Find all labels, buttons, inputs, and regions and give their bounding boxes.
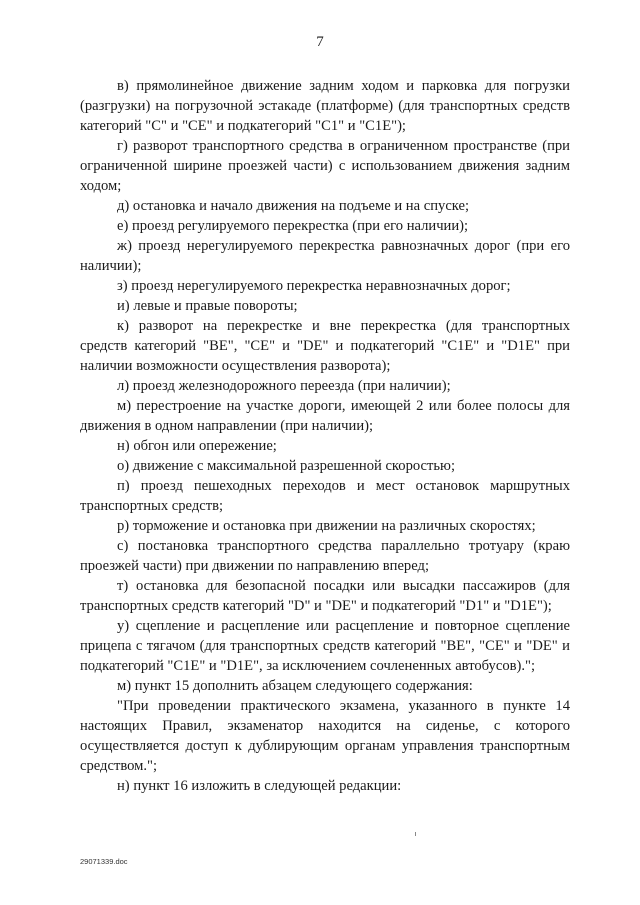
- paragraph-n: н) обгон или опережение;: [117, 438, 277, 454]
- page-number: 7: [316, 34, 324, 50]
- paragraph-amend-m: м) пункт 15 дополнить абзацем следующего содержания:: [117, 678, 473, 694]
- paragraph-e: е) проезд регулируемого перекрестка (при его наличии);: [117, 218, 469, 234]
- document-body: [80, 76, 570, 796]
- paragraph-v: в) прямолинейное движение задним ходом и парковка для погрузки (разгрузки) на погрузочной эстакаде (платформе) (для транспортных средств категорий "C" и "CE" и подкатегорий "C1" и "C1E");: [80, 78, 570, 134]
- paragraph-r: р) торможение и остановка при движении на различных скоростях;: [117, 518, 536, 534]
- paragraph-s: с) постановка транспортного средства параллельно тротуару (краю проезжей части) при движении по направлению вперед;: [80, 538, 570, 574]
- paragraph-k: к) разворот на перекрестке и вне перекрестка (для транспортных средств категорий "BE", "CE" и "DE" и подкатегорий "C1E" и "D1E" при наличии возможности осуществления разворота);: [80, 318, 570, 374]
- paragraph-p: п) проезд пешеходных переходов и мест остановок маршрутных транспортных средств;: [80, 478, 570, 514]
- paragraph-zh: ж) проезд нерегулируемого перекрестка равнозначных дорог (при его наличии);: [80, 238, 570, 274]
- paragraph-l: л) проезд железнодорожного переезда (при наличии);: [117, 378, 451, 394]
- paragraph-t: т) остановка для безопасной посадки или высадки пассажиров (для транспортных средств категорий "D" и "DE" и подкатегорий "D1" и "D1E");: [80, 578, 570, 614]
- paragraph-g: г) разворот транспортного средства в ограниченном пространстве (при ограниченной ширине проезжей части) с использованием движения задним ходом;: [80, 138, 570, 194]
- paragraph-d: д) остановка и начало движения на подъеме и на спуске;: [117, 198, 470, 214]
- paragraph-i: и) левые и правые повороты;: [117, 298, 298, 314]
- scan-speck: [415, 832, 416, 836]
- paragraph-z: з) проезд нерегулируемого перекрестка неравнозначных дорог;: [117, 278, 511, 294]
- paragraph-u: у) сцепление и расцепление или расцепление и повторное сцепление прицепа с тягачом (для транспортных средств категорий "BE", "CE" и "DE" и подкатегорий "C1E" и "D1E", за исключением сочлененных автобусов).";: [80, 618, 570, 674]
- paragraph-quote: "При проведении практического экзамена, указанного в пункте 14 настоящих Правил, экзаменатор находится на сиденье, с которого осуществляется доступ к дублирующим органам управления транспортным средством.";: [80, 698, 570, 774]
- footer-filename: 29071339.doc: [80, 857, 128, 866]
- paragraph-amend-n: н) пункт 16 изложить в следующей редакции:: [117, 778, 402, 794]
- paragraph-m: м) перестроение на участке дороги, имеющей 2 или более полосы для движения в одном направлении (при наличии);: [80, 398, 570, 434]
- paragraph-o: о) движение с максимальной разрешенной скоростью;: [117, 458, 455, 474]
